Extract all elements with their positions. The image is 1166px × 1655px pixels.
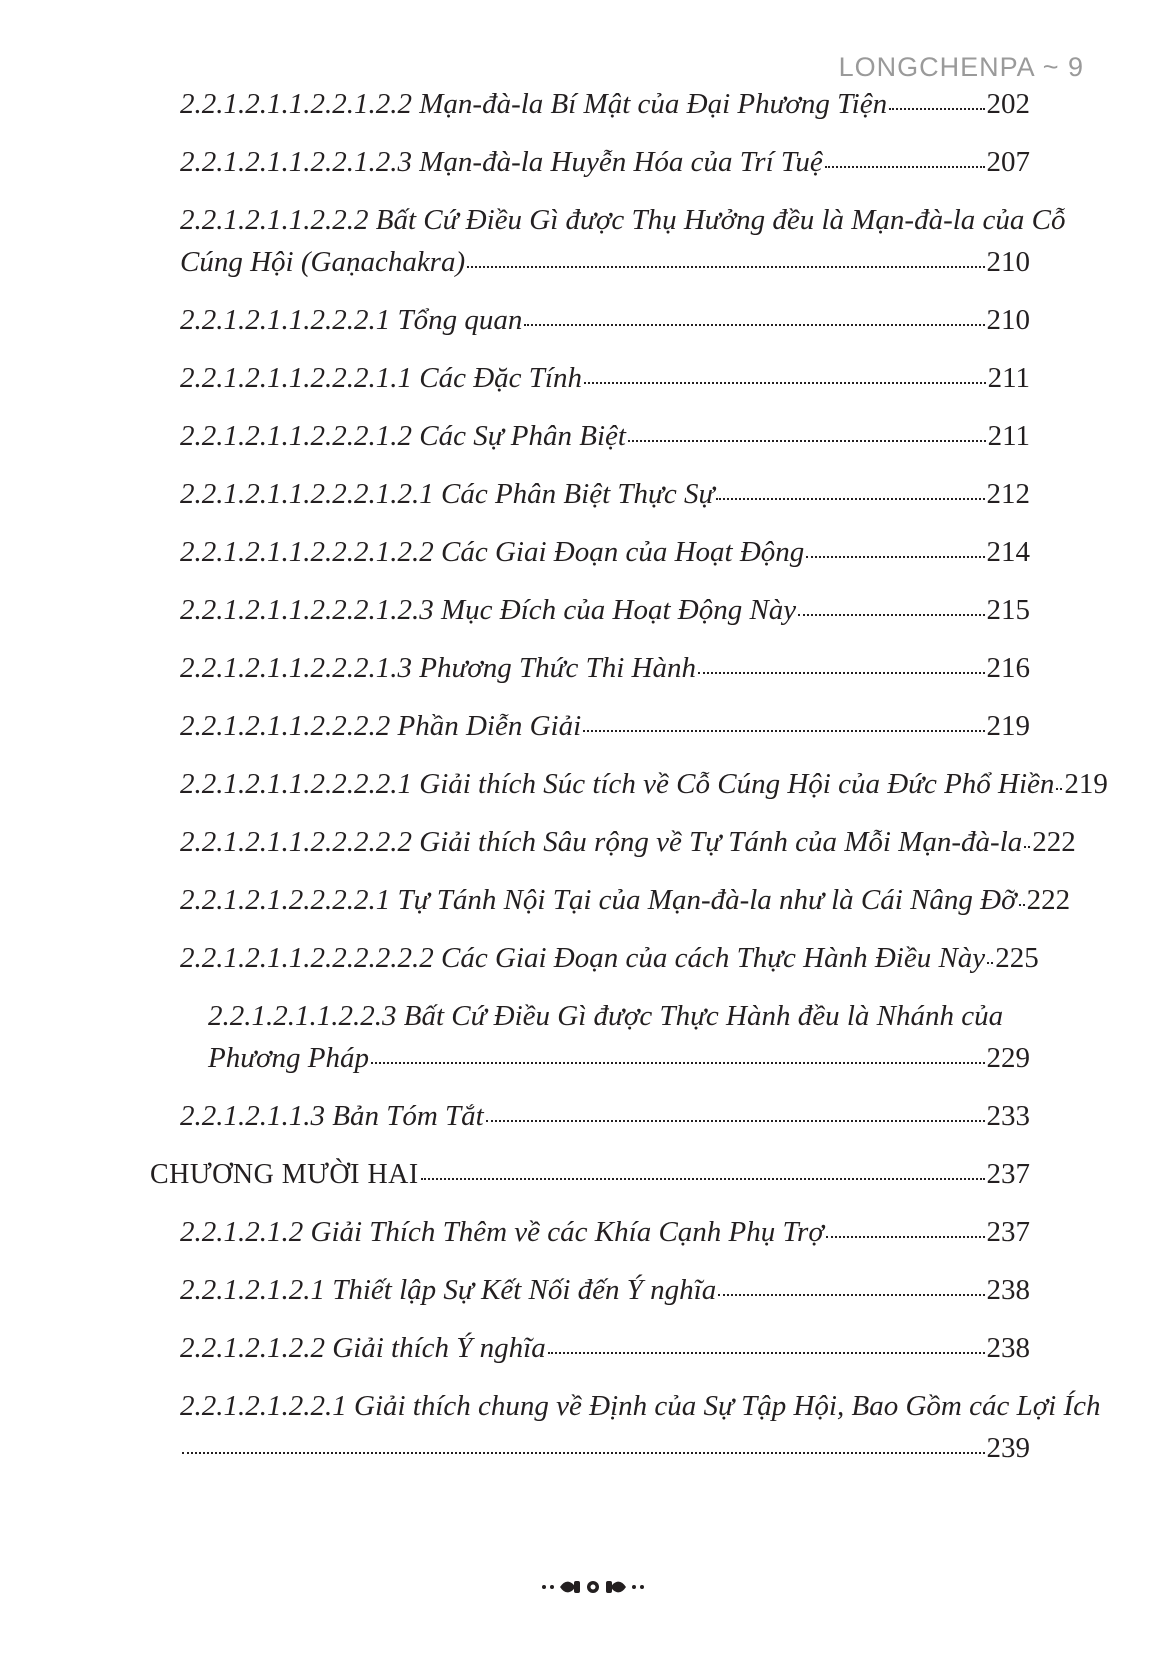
toc-entry[interactable] [180, 595, 1030, 626]
dot-leader [826, 1236, 985, 1238]
toc-entry-title-line1: 2.2.1.2.1.1.2.2.3 Bất Cứ Điều Gì được Thực Hành đều là Nhánh của [208, 1000, 1004, 1032]
dot-leader [825, 166, 985, 168]
toc-entry-page: 225 [995, 942, 1039, 974]
toc-entry-title: Cúng Hội (Gaṇachakra) [180, 246, 466, 278]
toc-entry[interactable] [180, 653, 1030, 684]
toc-entry-page: 210 [986, 304, 1030, 336]
toc-entry-title: Phương Pháp [208, 1042, 369, 1074]
toc-entry[interactable] [180, 421, 1030, 452]
toc-entry-title: 2.2.1.2.1.2.2.2.2.1 Tự Tánh Nội Tại của Mạn-đà-la như là Cái Nâng Đỡ [180, 884, 1017, 916]
toc-entry-title: 2.2.1.2.1.1.2.2.2.1.2.2 Các Giai Đoạn của Hoạt Động [180, 536, 805, 568]
toc-entry[interactable] [180, 1101, 1030, 1132]
toc-entry-title: 2.2.1.2.1.1.2.2.2.1 Tổng quan [180, 304, 523, 336]
toc-entry-title: 2.2.1.2.1.2.2 Giải thích Ý nghĩa [180, 1332, 546, 1364]
toc-entry[interactable] [180, 363, 1030, 394]
toc-entry[interactable] [180, 942, 1039, 974]
dot-leader [1056, 788, 1062, 790]
toc-entry-page: 237 [986, 1158, 1030, 1190]
toc-entry-title: 2.2.1.2.1.2 Giải Thích Thêm về các Khía Cạnh Phụ Trợ [180, 1216, 824, 1248]
dot-leader [628, 440, 986, 442]
dot-leader [583, 730, 984, 732]
toc-entry-page: 233 [986, 1100, 1030, 1132]
toc-entry-page: 211 [987, 420, 1030, 452]
dot-leader [371, 1062, 985, 1064]
dot-leader [584, 382, 986, 384]
dot-leader [718, 1294, 984, 1296]
dot-leader [548, 1352, 985, 1354]
toc-entry-title: 2.2.1.2.1.1.3 Bản Tóm Tắt [180, 1100, 484, 1132]
toc-entry-title: 2.2.1.2.1.1.2.2.2.2 Phần Diễn Giải [180, 710, 582, 742]
toc-entry[interactable] [180, 1217, 1030, 1248]
toc-entry[interactable] [180, 89, 1030, 120]
dot-leader [182, 1452, 985, 1454]
dot-leader [806, 556, 984, 558]
toc-entry-title: 2.2.1.2.1.1.2.2.1.2.3 Mạn-đà-la Huyễn Hóa của Trí Tuệ [180, 146, 823, 178]
toc-entry-page: 216 [986, 652, 1030, 684]
dot-leader [524, 324, 984, 326]
toc-entry[interactable] [180, 147, 1030, 178]
toc-entry-page: 222 [1032, 826, 1076, 858]
toc-entry-page: 219 [986, 710, 1030, 742]
toc-entry-page: 238 [986, 1274, 1030, 1306]
toc-entry-page: 215 [986, 594, 1030, 626]
toc-entry-page: 210 [986, 246, 1030, 278]
toc-entry[interactable] [180, 479, 1030, 510]
toc-entry-page: 219 [1064, 768, 1108, 800]
dot-leader [486, 1120, 985, 1122]
toc-entry[interactable] [180, 884, 1071, 916]
toc-entry-page: 237 [986, 1216, 1030, 1248]
toc-entry[interactable] [180, 1390, 1101, 1464]
dot-leader [1024, 846, 1030, 848]
toc-entry[interactable] [180, 204, 1066, 278]
toc-entry-page: 207 [986, 146, 1030, 178]
toc-chapter-entry[interactable] [150, 1159, 1030, 1190]
toc-entry-title: 2.2.1.2.1.1.2.2.2.1.2.3 Mục Đích của Hoạt Động Này [180, 594, 797, 626]
toc-entry-title: 2.2.1.2.1.1.2.2.1.2.2 Mạn-đà-la Bí Mật của Đại Phương Tiện [180, 88, 888, 120]
toc-entry-page: 222 [1026, 884, 1071, 916]
toc-entry[interactable] [180, 1275, 1030, 1306]
toc-entry-page: 239 [986, 1432, 1030, 1464]
toc-entry-title: 2.2.1.2.1.1.2.2.2.2.1 Giải thích Súc tích về Cỗ Cúng Hội của Đức Phổ Hiền [180, 768, 1055, 800]
toc-entry-page: 229 [986, 1042, 1030, 1074]
toc-entry-title: 2.2.1.2.1.1.2.2.2.1.3 Phương Thức Thi Hành [180, 652, 696, 684]
toc-entry[interactable] [180, 711, 1030, 742]
toc-entry-title: 2.2.1.2.1.1.2.2.2.1.2 Các Sự Phân Biệt [180, 420, 626, 452]
toc-entry-page: 212 [986, 478, 1030, 510]
dot-leader [698, 672, 985, 674]
dot-leader [716, 498, 984, 500]
toc-entry-title: 2.2.1.2.1.1.2.2.2.2.2 Giải thích Sâu rộng về Tự Tánh của Mỗi Mạn-đà-la [180, 826, 1023, 858]
toc-entry-title: 2.2.1.2.1.1.2.2.2.1.2.1 Các Phân Biệt Thực Sự [180, 478, 715, 510]
toc-entry-page: 214 [986, 536, 1030, 568]
running-head: LONGCHENPA ~ 9 [838, 52, 1084, 82]
toc-entry[interactable] [180, 826, 1076, 858]
toc-entry-page: 202 [986, 88, 1030, 120]
toc-entry-page: 211 [987, 362, 1030, 394]
chapter-title: CHƯƠNG MƯỜI HAI [150, 1159, 419, 1190]
dot-leader [467, 266, 984, 268]
toc-entry[interactable] [180, 305, 1030, 336]
toc-entry-title-line1: 2.2.1.2.1.1.2.2.2 Bất Cứ Điều Gì được Thụ Hưởng đều là Mạn-đà-la của Cỗ [180, 204, 1066, 236]
dot-leader [987, 962, 993, 964]
toc-entry[interactable] [180, 537, 1030, 568]
toc-entry[interactable] [180, 1333, 1030, 1364]
footer-ornament-icon [538, 1570, 648, 1600]
dot-leader [1019, 904, 1025, 906]
toc-entry-title-line1: 2.2.1.2.1.2.2.1 Giải thích chung về Định của Sự Tập Hội, Bao Gồm các Lợi Ích [180, 1390, 1101, 1422]
dot-leader [889, 108, 984, 110]
dot-leader [421, 1178, 985, 1180]
toc-entry-title: 2.2.1.2.1.1.2.2.2.1.1 Các Đặc Tính [180, 362, 582, 394]
toc-entry-title: 2.2.1.2.1.1.2.2.2.2.2.2 Các Giai Đoạn của cách Thực Hành Điều Này [180, 942, 986, 974]
toc-entry-page: 238 [986, 1332, 1030, 1364]
toc-entry[interactable] [180, 768, 1108, 800]
dot-leader [798, 614, 984, 616]
toc-entry-title: 2.2.1.2.1.2.1 Thiết lập Sự Kết Nối đến Ý nghĩa [180, 1274, 717, 1306]
toc-entry[interactable] [208, 1001, 1030, 1074]
